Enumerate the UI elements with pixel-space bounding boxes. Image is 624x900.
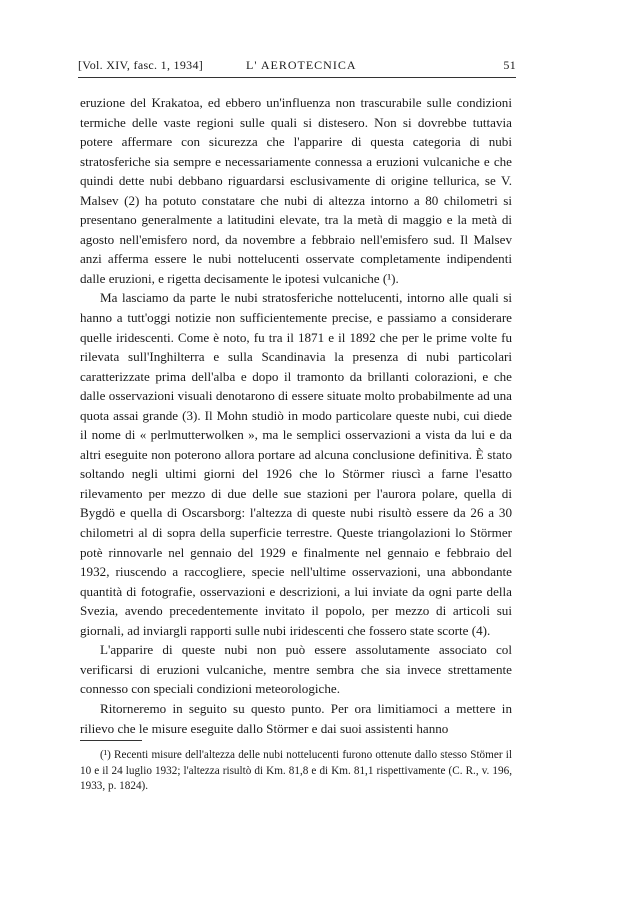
header-rule: [78, 77, 516, 78]
footnote-rule: [80, 740, 142, 741]
paragraph-1: eruzione del Krakatoa, ed ebbero un'influenza non trascurabile sulle condizioni termiche delle vaste regioni sulle quali si distesero. Non si dovrebbe tuttavia potere affermare con sicurezza che l'apparire di questa categoria di nubi stratosferiche sia sempre e necessariamente connessa a eruzioni vulcaniche e che quindi dette nubi debbano riguardarsi esclusivamente di origine tellurica, se V. Malsev (2) ha potuto constatare che nubi di altezza intorno a 80 chilometri si presentano generalmente a latitudini elevate, tra la metà di maggio e la metà di agosto nell'emisfero nord, da novembre a febbraio nell'emisfero sud. Il Malsev anzi afferma essere le nubi nottelucenti osservate completamente indipendenti dalle eruzioni, e rigetta decisamente le ipotesi vulcaniche (¹).: [80, 95, 512, 286]
running-header: [78, 58, 516, 78]
journal-title: L' AEROTECNICA: [246, 58, 357, 72]
paragraph-4: Ritorneremo in seguito su questo punto. Per ora limitiamoci a mettere in rilievo che le misure eseguite dallo Störmer e dai suoi assistenti hanno: [80, 700, 512, 736]
volume-info: [Vol. XIV, fasc. 1, 1934]: [78, 58, 204, 72]
footnote: (¹) Recenti misure dell'altezza delle nubi nottelucenti furono ottenute dallo stesso Stömer il 10 e il 24 luglio 1932; l'altezza risultò di Km. 81,8 e di Km. 81,1 rispettivamente (C. R., v. 196, 1933, p. 1824).: [80, 749, 512, 793]
paragraph-2: Ma lasciamo da parte le nubi stratosferiche nottelucenti, intorno alle quali si hanno a tutt'oggi notizie non sufficientemente precise, e passiamo a considerare quelle iridescenti. Come è noto, fu tra il 1871 e il 1892 che per le prime volte fu rilevata sull'Inghilterra e sulla Scandinavia la presenza di nubi particolari caratterizzate prima dell'alba e dopo il tramonto da brillanti colorazioni, e che dalle osservazioni visuali denotarono di essere situate molto probabilmente ad una quota assai grande (3). Il Mohn studiò in modo particolare queste nubi, cui diede il nome di « perlmutterwolken », ma le semplici osservazioni a vista da lui e da altri eseguite non poterono allora portare ad alcuna conclusione definitiva. È stato soltando negli ultimi giorni del 1926 che lo Störmer riuscì a farne l'esatto rilevamento per mezzo di due delle sue stazioni per l'aurora polare, quella di Bygdö e quella di Oscarsborg: l'altezza di queste nubi risultò essere da 26 a 30 chilometri al di sopra della superficie terrestre. Queste triangolazioni lo Störmer potè rinnovarle nel gennaio del 1929 e finalmente nel gennaio e febbraio del 1932, riuscendo a raccogliere, specie nell'ultime osservazioni, una abbondante quantità di fotografie, osservazioni e descrizioni, a lui inviate da ogni parte della Svezia, avendo precedentemente invitato il popolo, per mezzo di articoli sui giornali, ad inviargli rapporti sulle nubi iridescenti che fossero state scorte (4).: [80, 290, 512, 638]
body-text: [80, 93, 512, 738]
page-number: 51: [503, 58, 516, 72]
paragraph-3: L'apparire di queste nubi non può essere assolutamente associato col verificarsi di eruzioni vulcaniche, mentre sembra che sia invece strettamente connesso con speciali condizioni meteorologiche.: [80, 642, 512, 697]
